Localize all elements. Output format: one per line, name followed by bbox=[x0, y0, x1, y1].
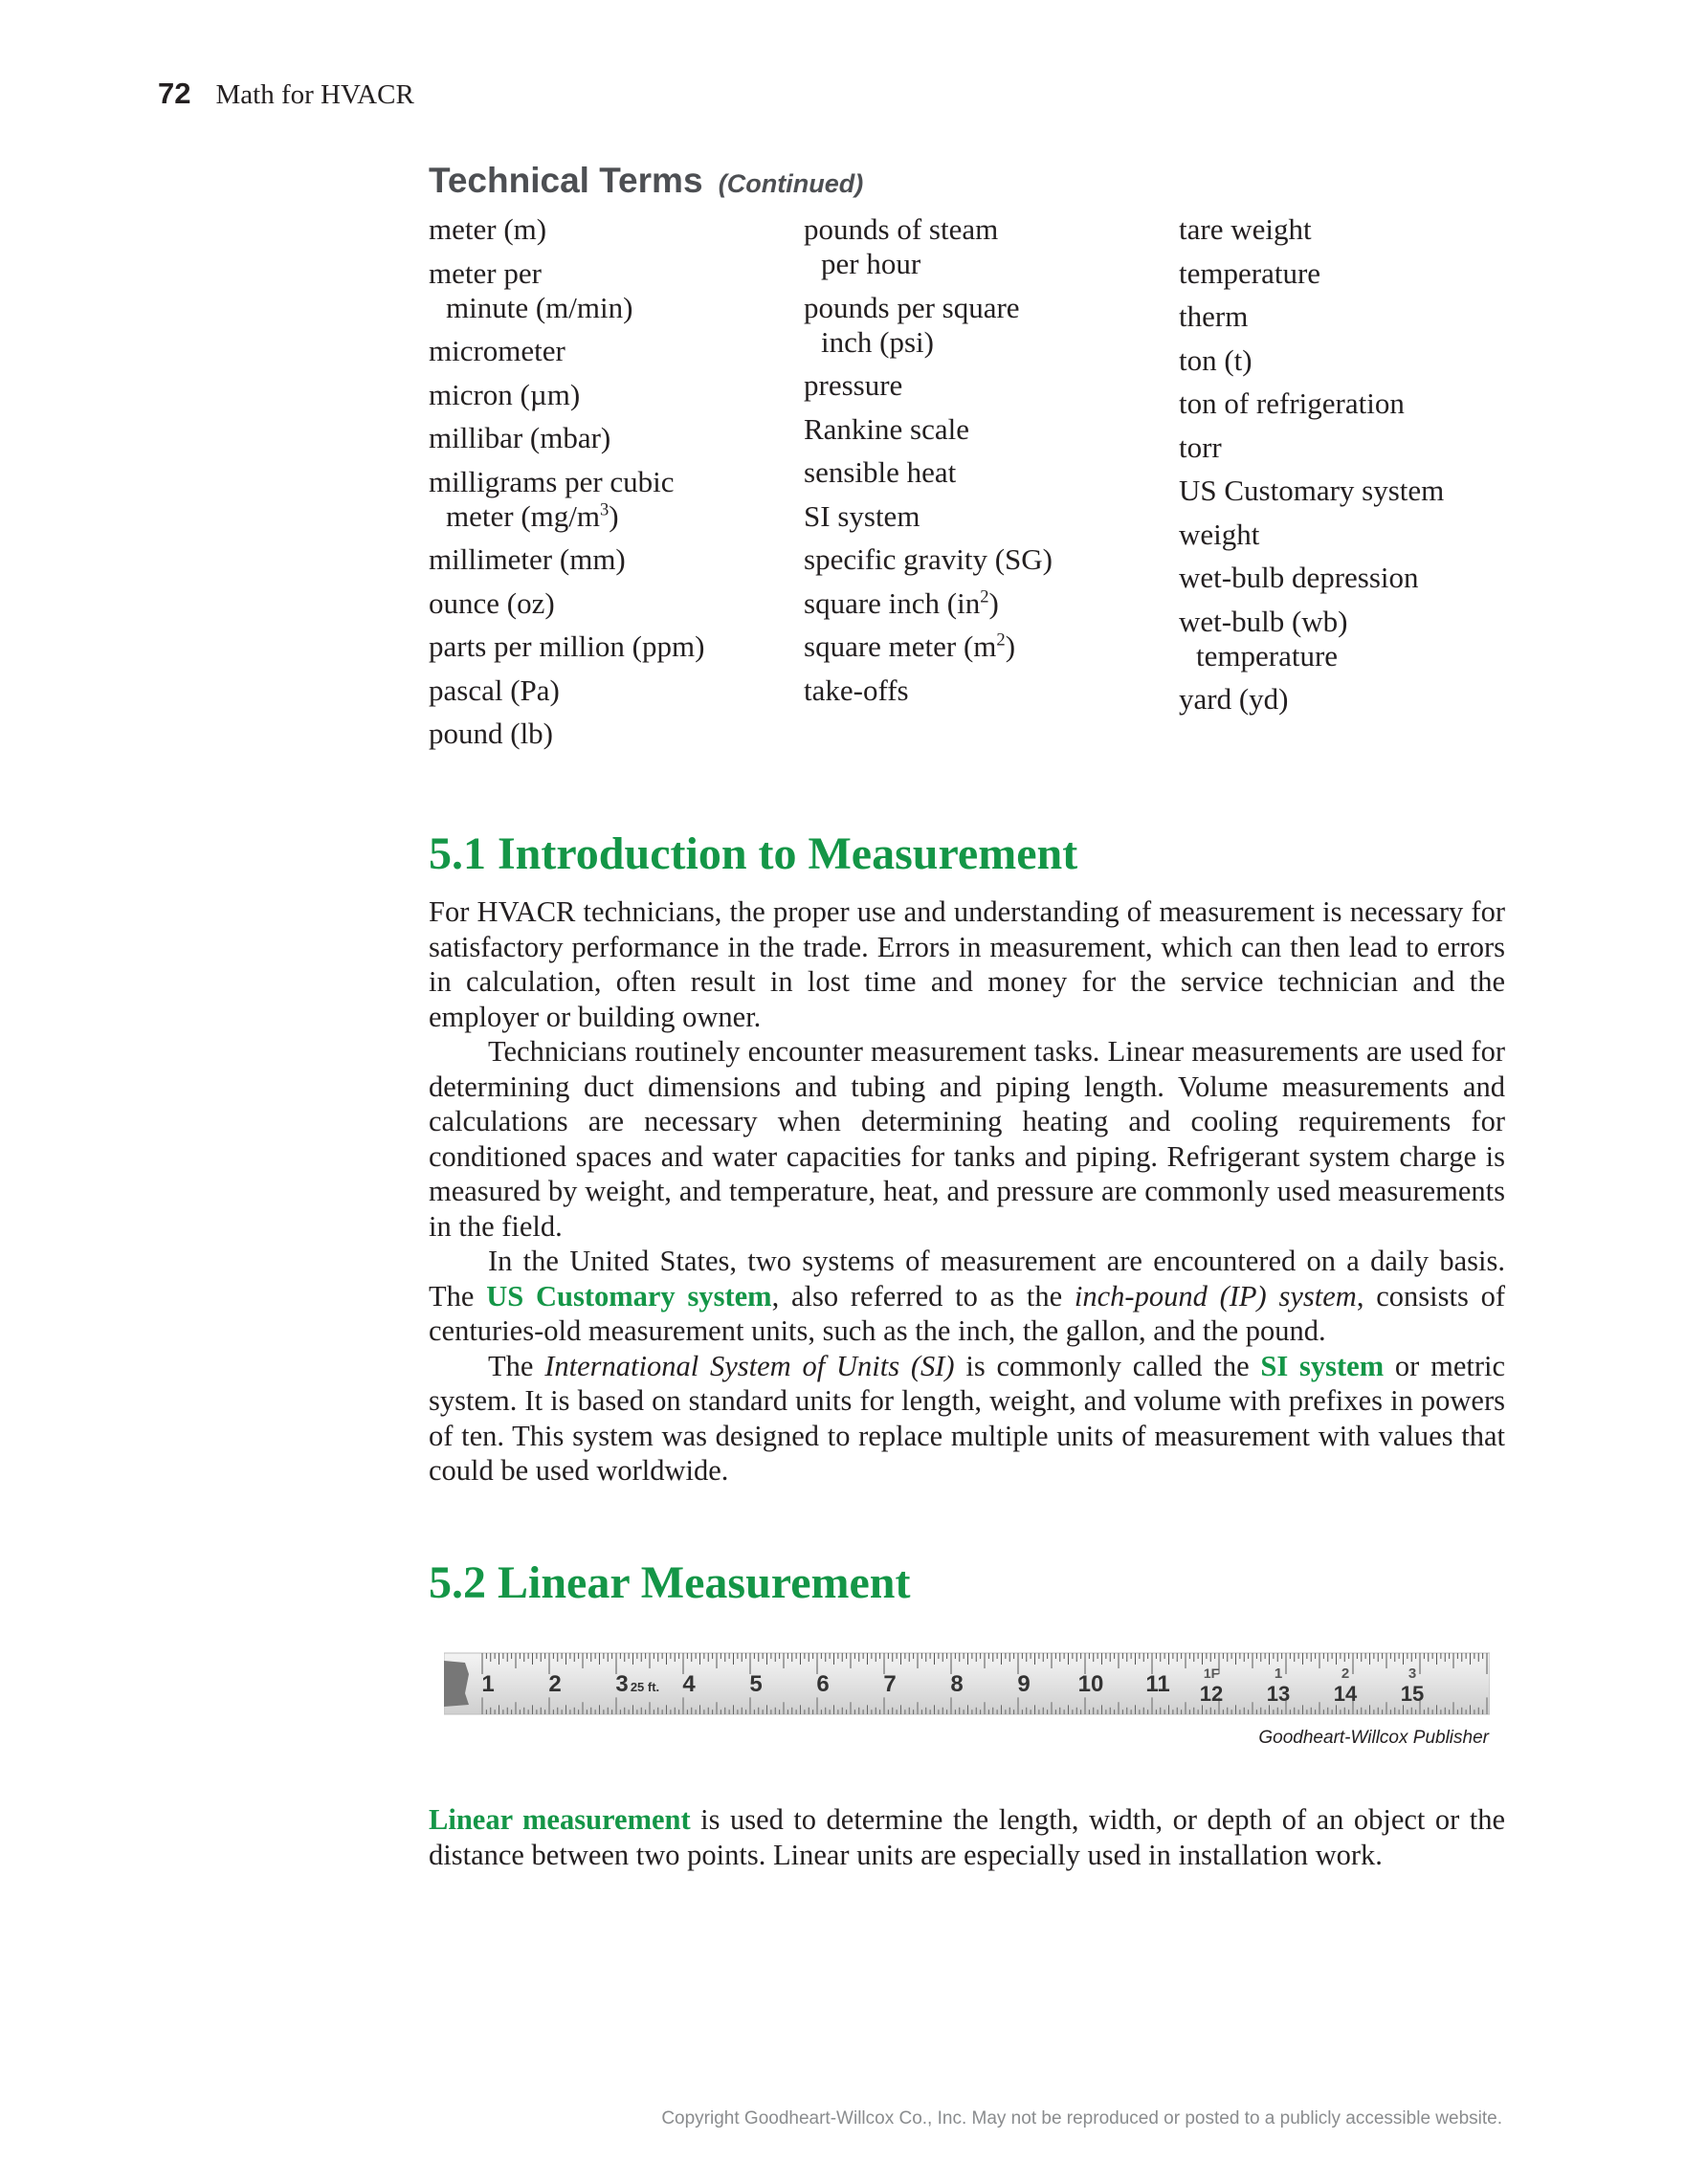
term-text-after: ) bbox=[988, 585, 999, 620]
term-item bbox=[1179, 518, 1542, 552]
term-continuation bbox=[804, 325, 1167, 360]
si-system-term: SI system bbox=[1260, 1349, 1385, 1382]
term-text: wet-bulb (wb) bbox=[1179, 604, 1348, 638]
tape-label: 12 bbox=[1199, 1682, 1224, 1706]
p3-text-c: , consists of centuries-old measurement units, such as the inch, the gallon, and the pound. bbox=[429, 1279, 1506, 1347]
us-customary-system-term: US Customary system bbox=[486, 1279, 772, 1313]
technical-terms-heading: Technical Terms bbox=[429, 161, 703, 200]
book-title: Math for HVACR bbox=[215, 79, 414, 110]
term-text: SI system bbox=[804, 498, 920, 533]
term-text: Rankine scale bbox=[804, 411, 970, 446]
term-text: yard (yd) bbox=[1179, 682, 1289, 716]
p3-text-a: In the United States, two systems of measurement are encountered on a daily basis. The bbox=[429, 1245, 1505, 1313]
term-item bbox=[429, 586, 792, 621]
continued-label: (Continued) bbox=[718, 169, 864, 198]
term-text: milligrams per cubic bbox=[429, 464, 675, 498]
term-item bbox=[1179, 299, 1542, 334]
tape-label: 4 bbox=[682, 1671, 696, 1697]
term-item bbox=[429, 542, 792, 577]
intro-paragraph-2: Technicians routinely encounter measurement tasks. Linear measurements are used for determining duct dimensions and tubing and piping length. Volume measurements and calculations are necessary when determining heating and cooling requirements for conditioned spaces and water capacities for tanks and piping. Refrigerant system charge is measured by weight, and temperature, heat, and pressure are commonly used measurements in the field. bbox=[429, 1035, 1505, 1243]
tape-label: 9 bbox=[1017, 1671, 1031, 1697]
terms-column-1 bbox=[429, 212, 792, 761]
section-5-2-body bbox=[429, 1802, 1505, 1872]
term-item bbox=[804, 673, 1167, 708]
term-text: pressure bbox=[804, 368, 903, 402]
term-continuation bbox=[804, 247, 1167, 281]
term-text: weight bbox=[1179, 517, 1260, 551]
p4-text-b: is commonly called the bbox=[954, 1349, 1261, 1382]
term-item bbox=[429, 256, 792, 325]
term-item bbox=[804, 291, 1167, 360]
tape-hook bbox=[444, 1661, 469, 1707]
inch-pound-system-term: inch-pound (IP) system bbox=[1074, 1279, 1357, 1313]
term-text: take-offs bbox=[804, 673, 909, 707]
term-text: pascal (Pa) bbox=[429, 673, 560, 707]
term-text: ton (t) bbox=[1179, 342, 1253, 377]
terms-column-2 bbox=[804, 212, 1167, 717]
page-number: 72 bbox=[158, 77, 191, 110]
term-text: micron (µm) bbox=[429, 377, 581, 411]
term-text: meter per bbox=[429, 255, 542, 290]
term-text: ton of refrigeration bbox=[1179, 386, 1405, 420]
term-continuation-text: inch (psi) bbox=[821, 324, 934, 359]
term-text: micrometer bbox=[429, 334, 565, 367]
intro-paragraph-3 bbox=[429, 1244, 1505, 1349]
term-text: torr bbox=[1179, 430, 1222, 464]
term-text: millibar (mbar) bbox=[429, 421, 611, 454]
term-item bbox=[429, 421, 792, 455]
term-text-after: ) bbox=[1005, 629, 1016, 663]
term-item bbox=[804, 542, 1167, 577]
term-item bbox=[429, 334, 792, 368]
section-5-2-heading: 5.2 Linear Measurement bbox=[429, 1557, 911, 1608]
term-superscript: 3 bbox=[599, 499, 610, 520]
term-item bbox=[1179, 561, 1542, 595]
term-text-after: ) bbox=[609, 498, 619, 533]
tape-label: 13 bbox=[1266, 1682, 1291, 1706]
tape-label: 1 bbox=[1274, 1666, 1283, 1682]
term-text: square meter (m bbox=[804, 629, 997, 663]
term-text: pound (lb) bbox=[429, 717, 554, 750]
tape-measure-figure bbox=[444, 1651, 1490, 1716]
intro-paragraph-1: For HVACR technicians, the proper use and understanding of measurement is necessary for satisfactory performance in the trade. Errors in measurement, which can then lead to errors in calculation, often result in lost time and money for the service technician and the employer or building owner. bbox=[429, 895, 1505, 1033]
term-text: therm bbox=[1179, 299, 1249, 333]
tape-label: 5 bbox=[749, 1671, 763, 1697]
term-text: tare weight bbox=[1179, 212, 1312, 246]
tape-label: 7 bbox=[883, 1671, 897, 1697]
figure-credit: Goodheart-Willcox Publisher bbox=[1258, 1728, 1489, 1748]
term-item bbox=[429, 673, 792, 708]
term-item bbox=[804, 368, 1167, 403]
term-item bbox=[429, 629, 792, 664]
tape-label: 14 bbox=[1333, 1682, 1358, 1706]
term-item bbox=[1179, 343, 1542, 378]
term-superscript: 2 bbox=[980, 586, 989, 607]
term-item bbox=[1179, 256, 1542, 291]
term-item bbox=[1179, 605, 1542, 673]
tape-label: 3 bbox=[1408, 1666, 1417, 1682]
term-continuation-text: temperature bbox=[1196, 638, 1339, 673]
term-item bbox=[804, 455, 1167, 490]
term-text: specific gravity (SG) bbox=[804, 542, 1053, 576]
section-5-1-heading: 5.1 Introduction to Measurement bbox=[429, 828, 1078, 879]
term-text: parts per million (ppm) bbox=[429, 629, 705, 663]
term-continuation-text: minute (m/min) bbox=[446, 290, 633, 324]
term-item bbox=[1179, 212, 1542, 247]
tape-label: 1 bbox=[481, 1671, 495, 1697]
term-superscript: 2 bbox=[996, 629, 1006, 651]
section-5-1-body bbox=[429, 894, 1505, 1489]
term-text: pounds of steam bbox=[804, 212, 999, 246]
tape-label: 11 bbox=[1145, 1671, 1170, 1697]
tape-label: 10 bbox=[1077, 1671, 1104, 1697]
technical-terms-title bbox=[429, 161, 863, 201]
linear-paragraph bbox=[429, 1802, 1505, 1872]
p4-text-c: or metric system. It is based on standard units for length, weight, and volume with prefixes in powers of ten. This system was designed to replace multiple units of measurement with values that could be used worldwide. bbox=[429, 1349, 1506, 1487]
linear-measurement-term: Linear measurement bbox=[429, 1803, 691, 1836]
term-item bbox=[804, 499, 1167, 534]
term-continuation bbox=[429, 291, 792, 325]
tape-label: 2 bbox=[1341, 1666, 1350, 1682]
term-text: ounce (oz) bbox=[429, 585, 555, 620]
tape-label: 3 bbox=[615, 1671, 629, 1697]
term-item bbox=[429, 465, 792, 534]
international-system-term: International System of Units (SI) bbox=[544, 1349, 955, 1382]
term-item bbox=[804, 586, 1167, 621]
term-item bbox=[1179, 430, 1542, 465]
tape-label: 6 bbox=[816, 1671, 830, 1697]
term-item bbox=[804, 212, 1167, 281]
tape-label: 2 bbox=[548, 1671, 562, 1697]
term-item bbox=[804, 629, 1167, 664]
intro-paragraph-4 bbox=[429, 1349, 1505, 1489]
term-continuation-text: meter (mg/m bbox=[446, 498, 600, 533]
term-continuation bbox=[1179, 639, 1542, 673]
term-text: US Customary system bbox=[1179, 474, 1445, 507]
tape-label: 8 bbox=[950, 1671, 964, 1697]
term-item bbox=[429, 717, 792, 751]
tape-label: 25 ft. bbox=[630, 1680, 660, 1694]
term-item bbox=[804, 412, 1167, 447]
term-item bbox=[429, 378, 792, 412]
p3-text-b: , also referred to as the bbox=[771, 1279, 1075, 1313]
term-continuation bbox=[429, 499, 792, 534]
term-text: square inch (in bbox=[804, 585, 981, 620]
term-text: millimeter (mm) bbox=[429, 542, 626, 576]
term-text: pounds per square bbox=[804, 290, 1020, 324]
term-item bbox=[1179, 386, 1542, 421]
tape-label: 1F bbox=[1203, 1666, 1220, 1681]
p4-text-a: The bbox=[488, 1349, 545, 1382]
term-text: meter (m) bbox=[429, 212, 547, 246]
copyright-notice: Copyright Goodheart-Willcox Co., Inc. May not be reproduced or posted to a publicly accessible website. bbox=[661, 2108, 1502, 2129]
term-item bbox=[429, 212, 792, 247]
term-continuation-text: per hour bbox=[821, 247, 921, 280]
tape-label: 15 bbox=[1400, 1682, 1425, 1706]
terms-column-3 bbox=[1179, 212, 1542, 726]
linear-paragraph-text: is used to determine the length, width, or depth of an object or the distance between two points. Linear units are especially used in installation work. bbox=[429, 1803, 1506, 1871]
term-text: wet-bulb depression bbox=[1179, 561, 1419, 594]
page-header bbox=[158, 77, 414, 111]
term-text: temperature bbox=[1179, 255, 1321, 290]
term-text: sensible heat bbox=[804, 455, 957, 489]
term-item bbox=[1179, 474, 1542, 508]
term-item bbox=[1179, 682, 1542, 717]
